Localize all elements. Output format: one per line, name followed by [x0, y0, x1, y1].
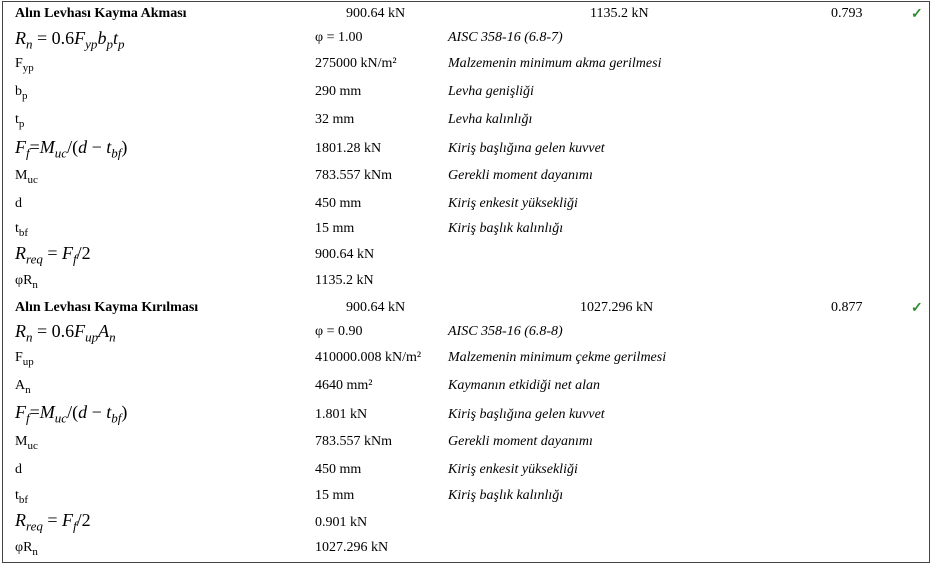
row-value: 450 mm: [315, 462, 362, 477]
row-value: 1.801 kN: [315, 407, 368, 422]
row-description: Malzemenin minimum çekme gerilmesi: [448, 350, 667, 365]
row-value: 1801.28 kN: [315, 141, 382, 156]
symbol-d: d: [15, 462, 22, 477]
row-description: Levha kalınlığı: [448, 112, 533, 127]
symbol-d: d: [15, 196, 22, 211]
section2-row-8: [3, 510, 929, 534]
row-description: Malzemenin minimum akma gerilmesi: [448, 56, 662, 71]
section2-row-1: [3, 321, 929, 343]
symbol-phirn: $\varphi R_n$: [15, 273, 38, 291]
section2-title: Alın Levhası Kayma Kırılması: [15, 300, 199, 315]
symbol-muc: $M_{uc}$: [15, 434, 38, 452]
phi-value: φ = 0.90: [315, 324, 363, 339]
section1-header: [3, 6, 929, 24]
section1-demand: 900.64 kN: [346, 6, 406, 21]
phi-value: φ = 1.00: [315, 30, 363, 45]
row-value: 410000.008 kN/m²: [315, 350, 422, 365]
row-value: 1027.296 kN: [315, 540, 389, 555]
symbol-tp: $t_p$: [15, 112, 25, 130]
row-description: Kaymanın etkidiği net alan: [448, 378, 601, 393]
section2-demand: 900.64 kN: [346, 300, 406, 315]
section1-row-9: [3, 243, 929, 267]
section2-check-icon: ✓: [911, 301, 923, 316]
row-value: 290 mm: [315, 84, 362, 99]
section2-row-6: [3, 462, 929, 484]
section2-row-2: [3, 350, 929, 372]
row-description: AISC 358-16 (6.8-8): [448, 324, 563, 339]
row-description: Kiriş başlık kalınlığı: [448, 488, 564, 503]
section1-row-2: [3, 56, 929, 78]
section2-row-7: [3, 488, 929, 510]
symbol-fup: $F_{up}$: [15, 350, 34, 368]
symbol-bp: $b_p$: [15, 84, 28, 102]
row-description: Kiriş enkesit yüksekliği: [448, 196, 578, 211]
row-value: 4640 mm²: [315, 378, 373, 393]
row-description: AISC 358-16 (6.8-7): [448, 30, 563, 45]
row-value: 15 mm: [315, 488, 355, 503]
section2-row-3: [3, 378, 929, 400]
row-description: Gerekli moment dayanımı: [448, 434, 593, 449]
section1-row-6: [3, 168, 929, 190]
section1-row-10: [3, 273, 929, 295]
row-description: Kiriş başlığına gelen kuvvet: [448, 407, 605, 422]
row-description: Kiriş enkesit yüksekliği: [448, 462, 578, 477]
row-value: 900.64 kN: [315, 247, 375, 262]
row-value: 783.557 kNm: [315, 168, 392, 183]
section1-title: Alın Levhası Kayma Akması: [15, 6, 187, 21]
section2-capacity: 1027.296 kN: [580, 300, 654, 315]
section2-header: [3, 300, 929, 318]
row-description: Levha genişliği: [448, 84, 534, 99]
formula-rreq: $R_{req} = F_f/2$: [15, 510, 91, 534]
row-value: 783.557 kNm: [315, 434, 392, 449]
symbol-tbf: $t_{bf}$: [15, 488, 29, 506]
row-value: 1135.2 kN: [315, 273, 374, 288]
symbol-tbf: $t_{bf}$: [15, 221, 29, 239]
formula-rn: $R_n = 0.6F_{yp}b_pt_p$: [15, 28, 125, 52]
symbol-an: $A_n$: [15, 378, 31, 396]
row-value: 450 mm: [315, 196, 362, 211]
section1-capacity: 1135.2 kN: [590, 6, 649, 21]
formula-ff: $F_f=M_{uc}/(d - t_{bf})$: [15, 402, 128, 426]
symbol-muc: $M_{uc}$: [15, 168, 38, 186]
row-value: 0.901 kN: [315, 515, 368, 530]
section1-row-5: [3, 137, 929, 161]
section1-row-8: [3, 221, 929, 243]
section1-ratio: 0.793: [831, 6, 863, 21]
row-value: 32 mm: [315, 112, 355, 127]
row-value: 275000 kN/m²: [315, 56, 397, 71]
formula-ff: $F_f=M_{uc}/(d - t_{bf})$: [15, 137, 128, 161]
formula-rreq: $R_{req} = F_f/2$: [15, 243, 91, 267]
section1-row-1: [3, 28, 929, 50]
section2-ratio: 0.877: [831, 300, 863, 315]
section2-row-4: [3, 402, 929, 426]
section1-row-4: [3, 112, 929, 134]
section1-row-7: [3, 196, 929, 218]
section1-check-icon: ✓: [911, 7, 923, 22]
section1-row-3: [3, 84, 929, 106]
symbol-phirn: $\varphi R_n$: [15, 540, 38, 558]
formula-rn: $R_n = 0.6F_{up}A_n$: [15, 321, 116, 345]
calculation-report: [2, 1, 930, 563]
row-description: Kiriş başlık kalınlığı: [448, 221, 564, 236]
section2-row-9: [3, 540, 929, 562]
row-value: 15 mm: [315, 221, 355, 236]
row-description: Gerekli moment dayanımı: [448, 168, 593, 183]
symbol-fyp: $F_{yp}$: [15, 56, 34, 74]
section2-row-5: [3, 434, 929, 456]
row-description: Kiriş başlığına gelen kuvvet: [448, 141, 605, 156]
